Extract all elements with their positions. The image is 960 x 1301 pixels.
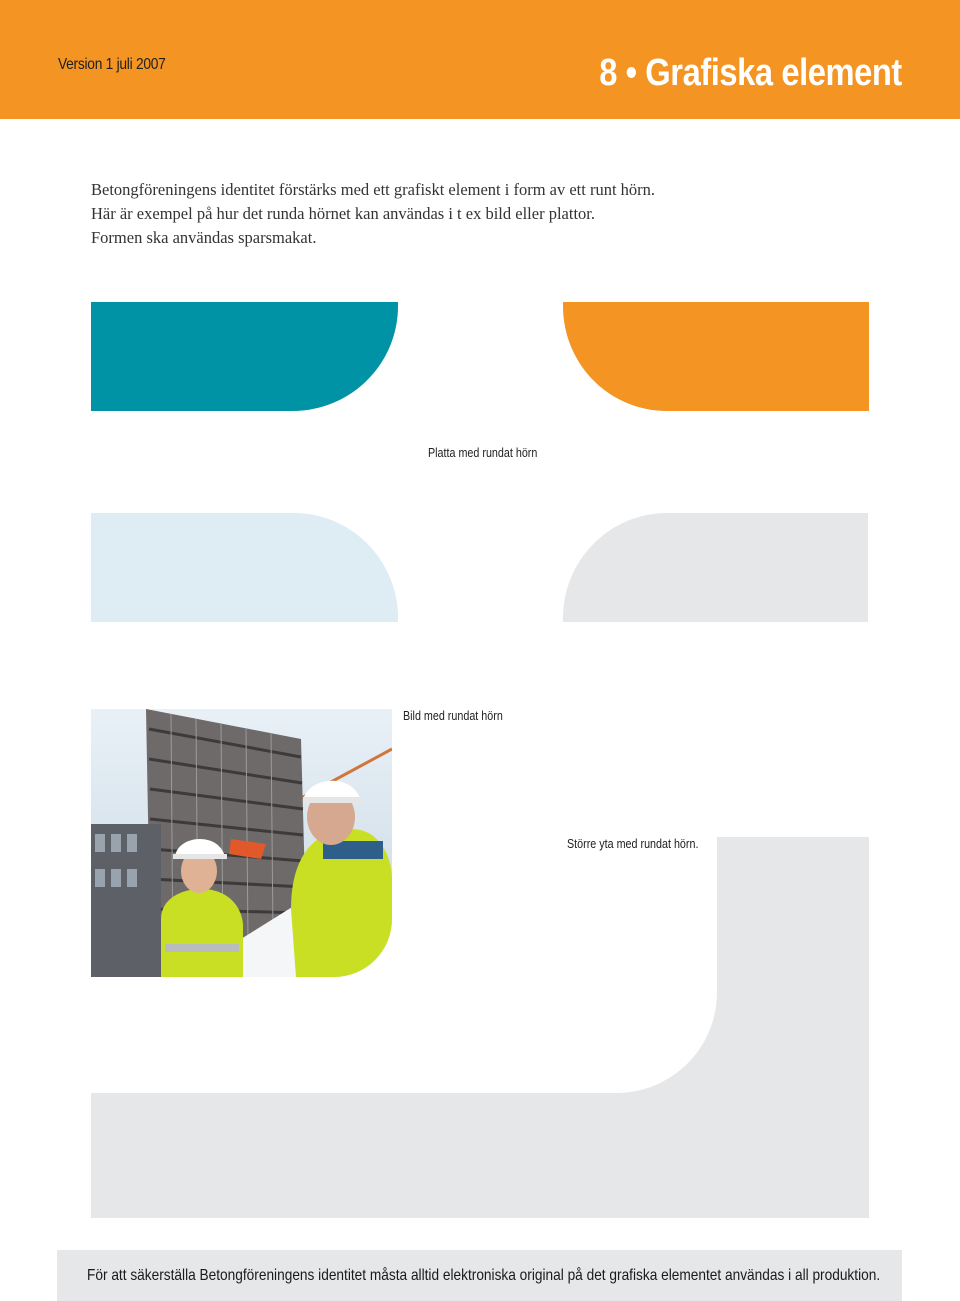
intro-line: Här är exempel på hur det runda hörnet kan användas i t ex bild eller plattor. [91,204,595,223]
intro-text [91,178,911,250]
footer-text: För att säkerställa Betongföreningens identitet måsta alltid elektroniska original på det grafiska elementet användas i all produktion. [87,1267,881,1284]
light-blue-plate [91,513,398,622]
intro-line: Formen ska användas sparsmakat. [91,228,317,247]
light-gray-plate [563,513,868,622]
caption-plate: Platta med rundat hörn [428,446,538,460]
intro-line: Betongföreningens identitet förstärks med ett grafiskt element i form av ett runt hörn. [91,180,656,199]
caption-large-area: Större yta med rundat hörn. [567,837,699,851]
orange-plate [563,302,869,411]
large-gray-area [91,837,869,1218]
version-label: Version 1 juli 2007 [58,56,166,73]
page-title: 8 • Grafiska element [599,52,902,94]
teal-plate [91,302,398,411]
caption-image: Bild med rundat hörn [403,709,503,723]
footer-bar [57,1250,902,1301]
page-header [0,0,960,119]
